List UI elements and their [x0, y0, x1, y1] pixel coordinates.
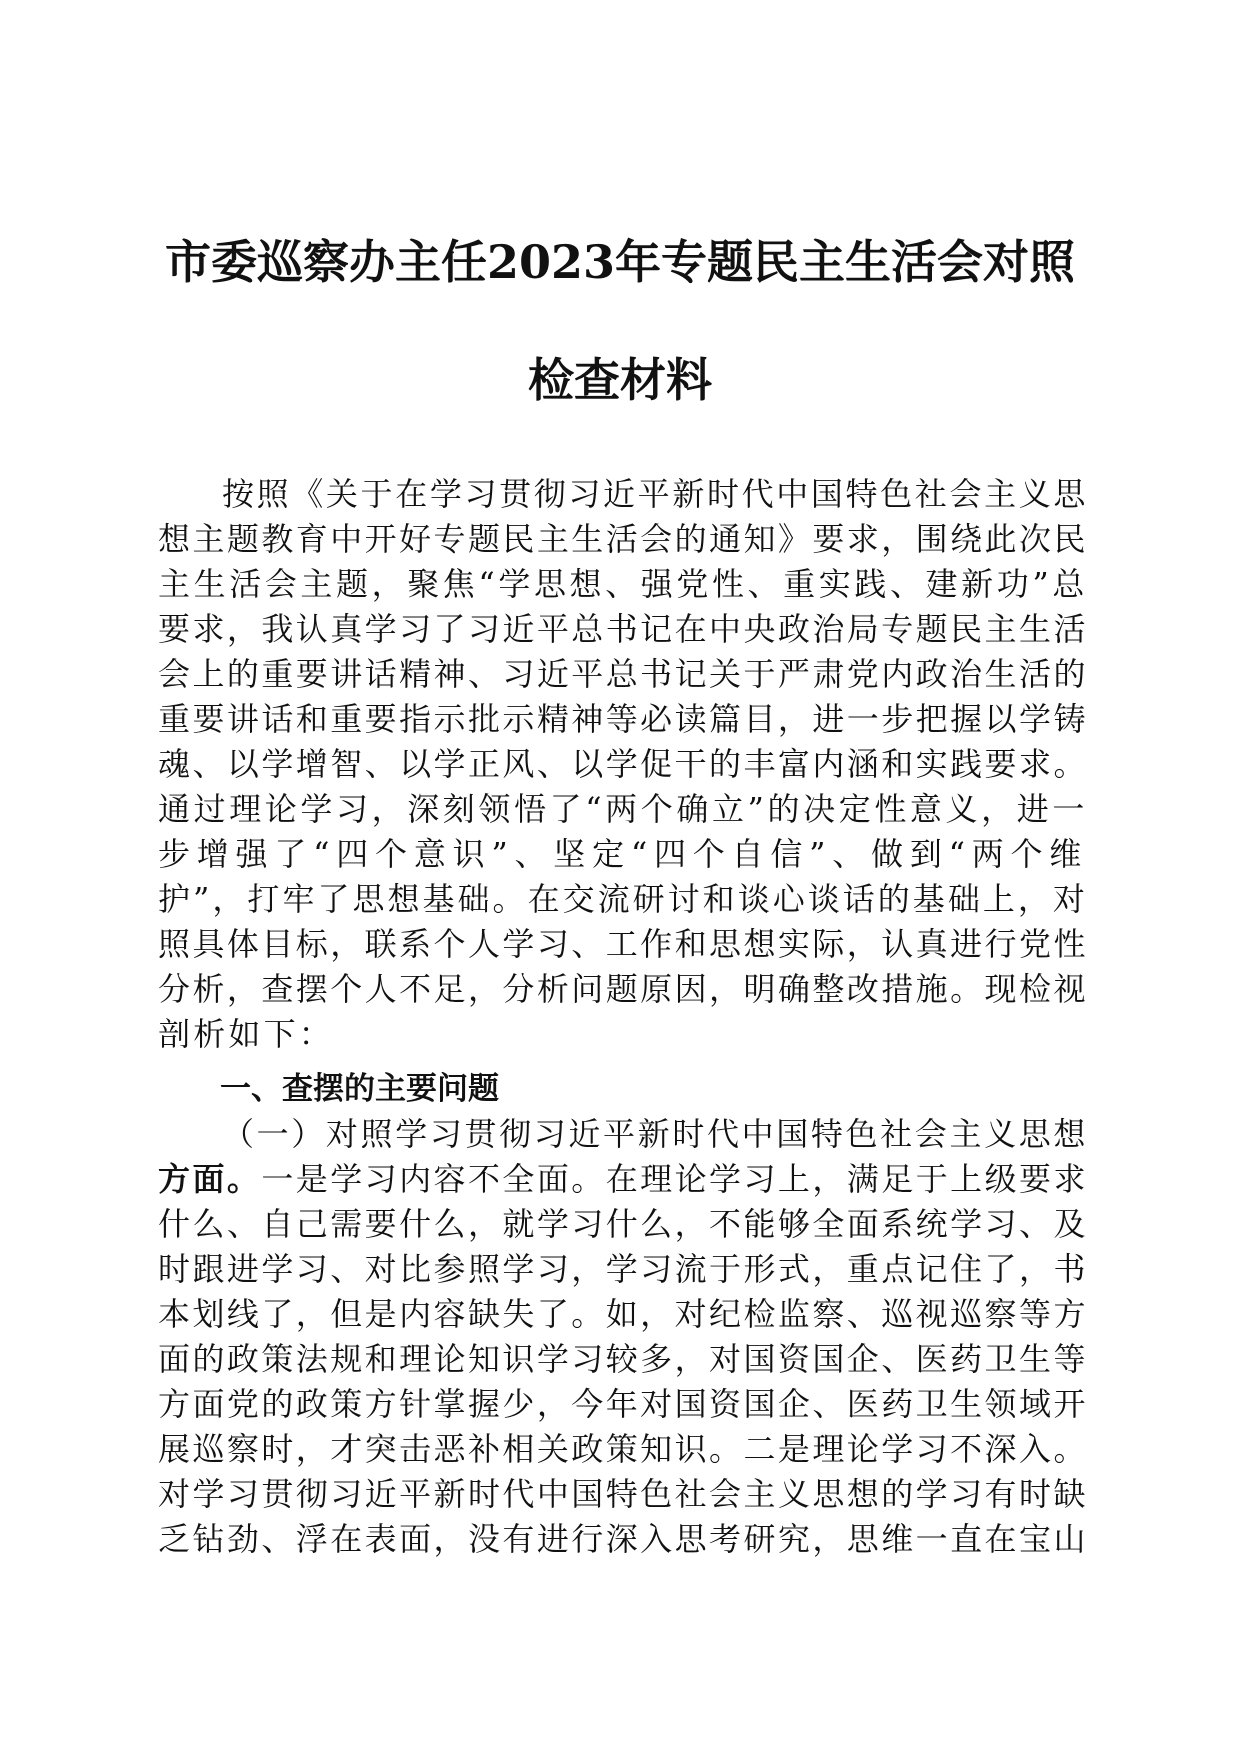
intro-line: [158, 1012, 1088, 1057]
intro-line-text: 分析，查摆个人不足，分析问题原因，明确整改措施。现检视: [158, 970, 1088, 1008]
document-title-line-1: 市委巡察办主任2023年专题民主生活会对照: [164, 235, 1076, 289]
intro-line-text: 按照《关于在学习贯彻习近平新时代中国特色社会主义思: [222, 475, 1089, 513]
intro-line: [158, 697, 1088, 742]
intro-line-text: 护”，打牢了思想基础。在交流研讨和谈心谈话的基础上，对: [158, 880, 1088, 918]
intro-line-text: 通过理论学习，深刻领悟了“两个确立”的决定性意义，进一: [158, 790, 1088, 828]
intro-paragraph: [158, 472, 1088, 1057]
body-line-text: 方面党的政策方针掌握少，今年对国资国企、医药卫生领域开: [158, 1385, 1088, 1423]
body-line: [158, 1247, 1088, 1292]
body-line-text: 什么、自己需要什么，就学习什么，不能够全面系统学习、及: [158, 1205, 1088, 1243]
body-line: [158, 1427, 1088, 1472]
subsection-line: [158, 1112, 1088, 1157]
body-line-text: 时跟进学习、对比参照学习，学习流于形式，重点记住了，书: [158, 1250, 1088, 1288]
intro-line: [158, 742, 1088, 787]
subsection-line-rest: 一是学习内容不全面。在理论学习上，满足于上级要求: [261, 1160, 1088, 1198]
intro-line: [158, 832, 1088, 877]
intro-line: [158, 922, 1088, 967]
document-title-line-2: 检查材料: [528, 353, 712, 407]
intro-line-text: 照具体目标，联系个人学习、工作和思想实际，认真进行党性: [158, 925, 1088, 963]
intro-line-text: 会上的重要讲话精神、习近平总书记关于严肃党内政治生活的: [158, 655, 1088, 693]
body-line: [158, 1292, 1088, 1337]
body-line-text: 面的政策法规和理论知识学习较多，对国资国企、医药卫生等: [158, 1340, 1088, 1378]
intro-line-text: 剖析如下：: [158, 1015, 335, 1053]
intro-line-text: 重要讲话和重要指示批示精神等必读篇目，进一步把握以学铸: [158, 700, 1088, 738]
body-line-text: 对学习贯彻习近平新时代中国特色社会主义思想的学习有时缺: [158, 1475, 1088, 1513]
intro-line: [158, 607, 1088, 652]
intro-line: [158, 787, 1088, 832]
intro-line-text: 步增强了“四个意识”、坚定“四个自信”、做到“两个维: [158, 835, 1089, 873]
body-line: [158, 1337, 1088, 1382]
intro-line: [158, 562, 1088, 607]
body-line: [158, 1202, 1088, 1247]
subsection-line: [158, 1157, 1088, 1202]
intro-line: [158, 877, 1088, 922]
body-line-text: 乏钻劲、浮在表面，没有进行深入思考研究，思维一直在宝山: [158, 1520, 1088, 1558]
intro-line-text: 要求，我认真学习了习近平总书记在中央政治局专题民主生活: [158, 610, 1088, 648]
intro-line-text: 主生活会主题，聚焦“学思想、强党性、重实践、建新功”总: [158, 565, 1088, 603]
intro-line: [158, 967, 1088, 1012]
intro-line: [158, 517, 1088, 562]
subsection-paragraph: [158, 1112, 1088, 1562]
intro-line-text: 魂、以学增智、以学正风、以学促干的丰富内涵和实践要求。: [158, 745, 1088, 783]
intro-line: [158, 472, 1088, 517]
body-line-text: 展巡察时，才突击恶补相关政策知识。二是理论学习不深入。: [158, 1430, 1088, 1468]
body-line: [158, 1382, 1088, 1427]
section-heading: 一、查摆的主要问题: [220, 1071, 499, 1107]
body-line: [158, 1517, 1088, 1562]
subsection-bold-tail: 方面。: [158, 1160, 262, 1198]
intro-line-text: 想主题教育中开好专题民主生活会的通知》要求，围绕此次民: [158, 520, 1088, 558]
intro-line: [158, 652, 1088, 697]
body-line: [158, 1472, 1088, 1517]
body-line-text: 本划线了，但是内容缺失了。如，对纪检监察、巡视巡察等方: [158, 1295, 1088, 1333]
subsection-prefix: （一）对照学习贯彻习近平新时代中国特色社会主义思想: [222, 1115, 1089, 1153]
